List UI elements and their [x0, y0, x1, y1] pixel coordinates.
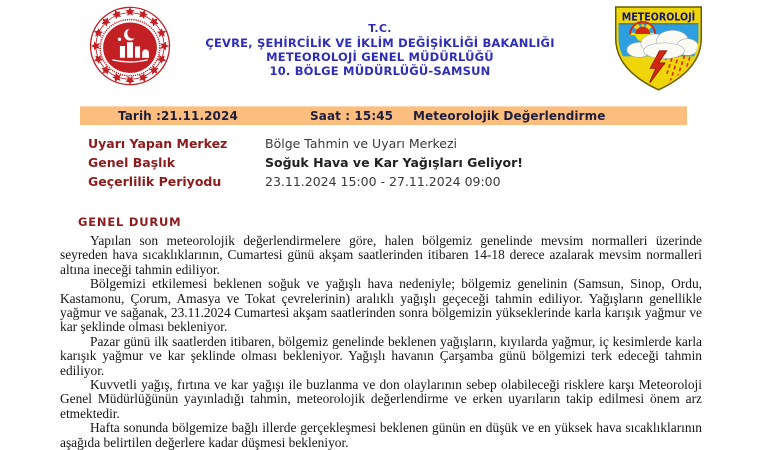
- field-label: Uyarı Yapan Merkez: [88, 136, 228, 151]
- section-heading-genel-durum: GENEL DURUM: [78, 215, 182, 229]
- field-row-general-title: [0, 153, 760, 172]
- field-value: 23.11.2024 15:00 - 27.11.2024 09:00: [265, 174, 501, 189]
- field-row-validity-period: [0, 172, 760, 191]
- paragraph-precipitation-forecast: Bölgemizi etkilemesi beklenen soğuk ve yağışlı hava nedeniyle; bölgemiz genelinin (Samsun, Sinop, Ordu, Kastamonu, Çorum, Amasya ve Tokat çevrelerinin) aralıklı yağışlı geçeceği tahmin ediliyor. Yağışların genellikle yağmur ve sağanak, 23.11.2024 Cumartesi akşam saatlerinden sonra bölgemizin yükseklerinde karla karışık yağmur ve kar şeklinde olması bekleniyor.: [60, 276, 702, 335]
- info-bar-type: Meteorolojik Değerlendirme: [413, 109, 606, 123]
- field-label: Genel Başlık: [88, 155, 176, 170]
- paragraph-temperature-drop: Yapılan son meteorolojik değerlendirmelere göre, halen bölgemiz genelinde mevsim normalleri üzerinde seyreden hava sıcaklıklarının, Cumartesi günü akşam saatlerinden itibaren 14-18 derece azalarak mevsim normalleri altına ineceği tahmin ediliyor.: [60, 233, 702, 277]
- met-logo-wordmark: METEOROLOJİ: [621, 10, 705, 24]
- paragraph-risk-advice: Kuvvetli yağış, fırtına ve kar yağışı ile buzlanma ve don olaylarının sebep olabileceği risklere karşı Meteoroloji Genel Müdürlüğünün yayınladığı tahmin, meteorolojik değerlendirme ve erken uyarıların takip edilmesi önem arz etmektedir.: [60, 377, 702, 421]
- document-header: [120, 22, 640, 78]
- paragraph-sunday-forecast: Pazar günü ilk saatlerden itibaren, bölgemiz genelinde beklenen yağışların, kıyılarda yağmur, iç kesimlerde karla karışık yağmur ve kar şeklinde olması bekleniyor. Yağışlı havanın Çarşamba günü bölgemizi terk edeceği tahmin ediliyor.: [60, 333, 702, 378]
- field-label: Geçerlilik Periyodu: [88, 174, 222, 189]
- info-bar-date: Tarih :21.11.2024: [118, 109, 238, 123]
- header-tc: T.C.: [368, 22, 392, 35]
- info-bar: [80, 106, 687, 125]
- field-row-warning-center: [0, 134, 760, 153]
- header-directorate-name: METEOROLOJİ GENEL MÜDÜRLÜĞÜ: [266, 50, 494, 64]
- field-value: Soğuk Hava ve Kar Yağışları Geliyor!: [265, 155, 523, 170]
- header-ministry-name: ÇEVRE, ŞEHİRCİLİK VE İKLİM DEĞİŞİKLİĞİ BAKANLIĞI: [205, 36, 555, 50]
- info-bar-time: Saat : 15:45: [310, 109, 394, 123]
- info-fields: [0, 134, 760, 191]
- paragraph-weekend-temperatures: Hafta sonunda bölgemize bağlı illerde gerçekleşmesi beklenen günün en düşük ve en yüksek hava sıcaklıklarının aşağıda belirtilen değerlere kadar düşmesi bekleniyor.: [60, 420, 702, 450]
- bulletin-body: [60, 234, 702, 450]
- header-region-name: 10. BÖLGE MÜDÜRLÜĞÜ-SAMSUN: [269, 64, 491, 78]
- meteoroloji-shield-icon: [612, 3, 705, 92]
- field-value: Bölge Tahmin ve Uyarı Merkezi: [265, 136, 457, 151]
